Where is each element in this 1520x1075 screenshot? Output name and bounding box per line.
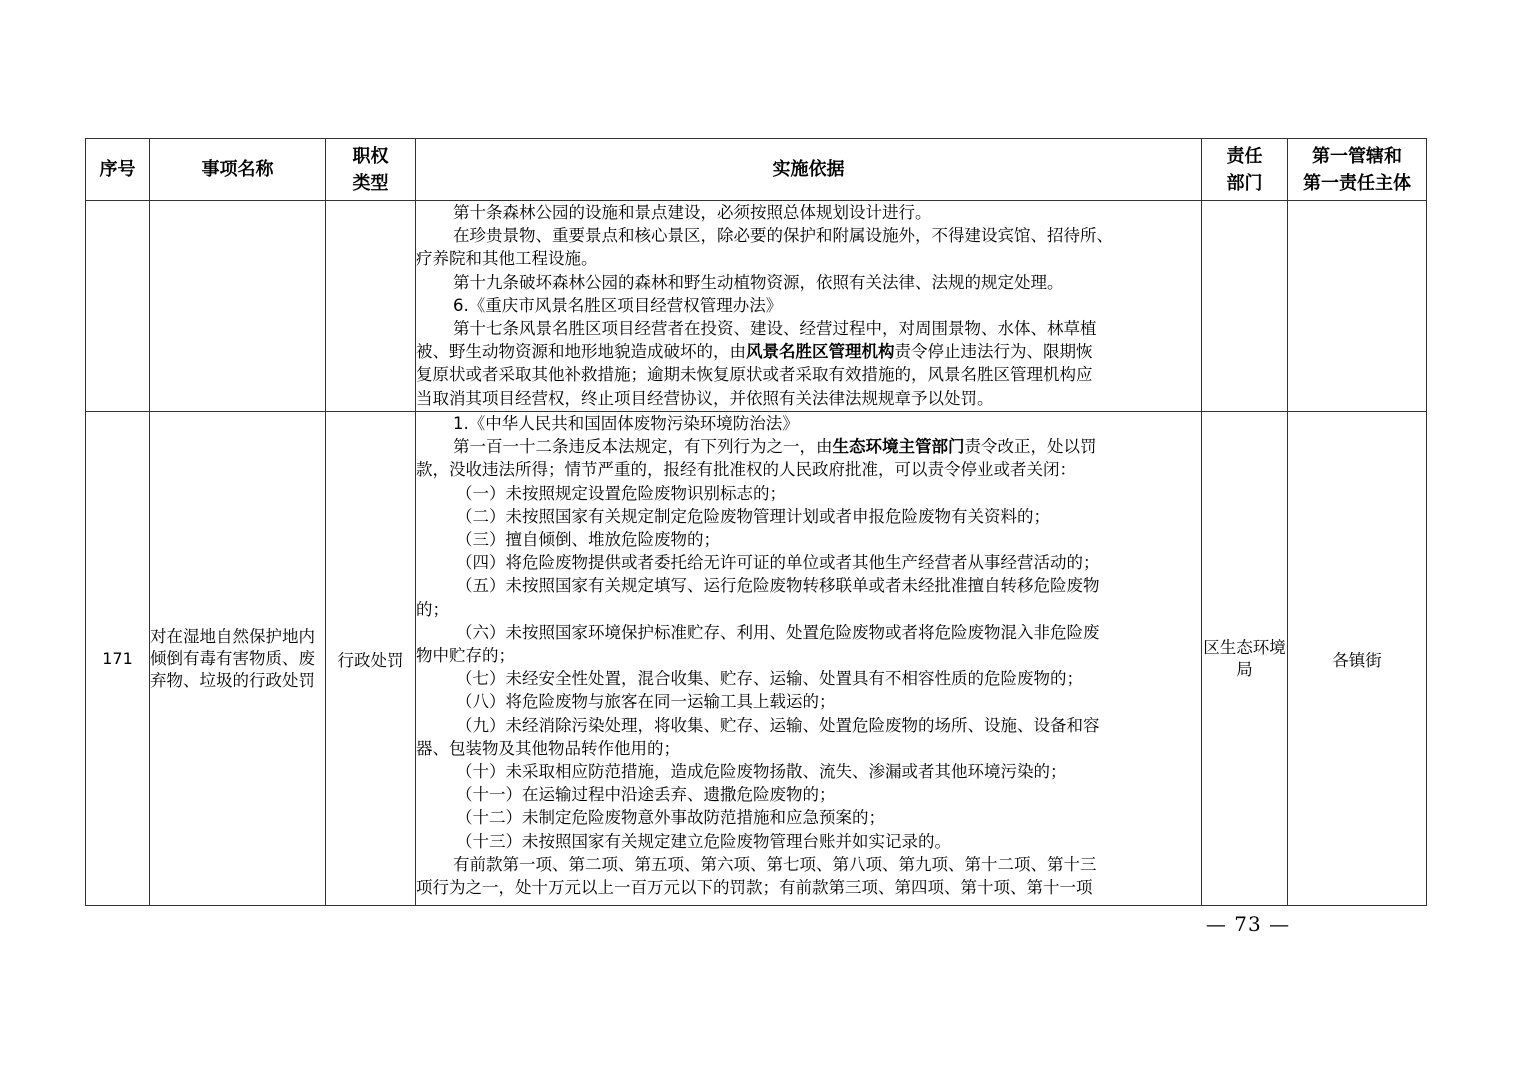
basis-line: 有前款第一项、第二项、第五项、第六项、第七项、第八项、第九项、第十二项、第十三 — [453, 854, 1097, 874]
basis-bold-text: 风景名胜区管理机构 — [746, 342, 895, 362]
header-department — [1202, 139, 1288, 201]
basis-text: 责令改正，处以罚 — [964, 437, 1097, 457]
table-row — [86, 412, 1427, 906]
basis-line: （十二）未制定危险废物意外事故防范措施和应急预案的； — [456, 808, 885, 828]
basis-line: 第十条森林公园的设施和景点建设，必须按照总体规划设计进行。 — [453, 203, 932, 222]
basis-line: 器、包装物及其他物品转作他用的； — [416, 738, 680, 758]
header-item-name: 事项名称 — [150, 139, 326, 201]
header-subject-line2: 第一责任主体 — [1303, 172, 1411, 194]
basis-bold-text: 生态环境主管部门 — [832, 437, 965, 457]
row-seq: 171 — [86, 412, 150, 906]
page-number: — 73 — — [1205, 912, 1291, 936]
header-dept-line1: 责任 — [1226, 145, 1263, 167]
basis-line: 物中贮存的； — [416, 646, 515, 666]
basis-line: （三）擅自倾倒、堆放危险废物的； — [456, 530, 720, 550]
header-subject-line1: 第一管辖和 — [1312, 145, 1402, 167]
basis-line: 款，没收违法所得；情节严重的，报经有批准权的人民政府批准，可以责令停业或者关闭： — [416, 460, 1076, 480]
row-authority-type: 行政处罚 — [326, 412, 416, 906]
table-row — [86, 201, 1427, 412]
row-department: 区生态环境局 — [1202, 412, 1288, 906]
row-responsible-subject: 各镇街 — [1288, 412, 1427, 906]
basis-line: 1.《中华人民共和国固体废物污染环境防治法》 — [453, 414, 799, 433]
authority-table — [85, 138, 1427, 906]
basis-line: （八）将危险废物与旅客在同一运输工具上载运的； — [456, 692, 836, 712]
row1-name-cell — [150, 201, 326, 412]
header-type-line2: 类型 — [352, 172, 389, 194]
row1-type-cell — [326, 201, 416, 412]
basis-line: （十三）未按照国家有关规定建立危险废物管理台账并如实记录的。 — [456, 831, 951, 851]
basis-line: （二）未按照国家有关规定制定危险废物管理计划或者申报危险废物有关资料的； — [456, 506, 1050, 526]
basis-line: 6.《重庆市风景名胜区项目经营权管理办法》 — [453, 295, 783, 315]
basis-line: （一）未按照规定设置危险废物识别标志的； — [456, 483, 786, 503]
row1-basis-cell — [416, 201, 1202, 412]
basis-line: （十一）在运输过程中沿途丢弃、遗撒危险废物的； — [456, 785, 836, 805]
basis-line: （七）未经安全性处置，混合收集、贮存、运输、处置具有不相容性质的危险废物的； — [456, 669, 1083, 689]
basis-line: 疗养院和其他工程设施。 — [416, 249, 598, 269]
row1-seq-cell — [86, 201, 150, 412]
header-basis: 实施依据 — [416, 139, 1202, 201]
basis-line: 项行为之一，处十万元以上一百万元以下的罚款；有前款第三项、第四项、第十项、第十一项 — [416, 878, 1093, 898]
basis-line: 第十九条破坏森林公园的森林和野生动植物资源，依照有关法律、法规的规定处理。 — [453, 272, 1064, 292]
basis-line: （四）将危险废物提供或者委托给无许可证的单位或者其他生产经营者从事经营活动的； — [456, 553, 1100, 573]
header-seq: 序号 — [86, 139, 150, 201]
row1-dept-cell — [1202, 201, 1288, 412]
basis-text: 被、野生动物资源和地形地貌造成破坏的，由 — [416, 342, 746, 362]
header-responsible-subject — [1288, 139, 1427, 201]
header-authority-type — [326, 139, 416, 201]
table-header-row — [86, 139, 1427, 201]
header-dept-line2: 部门 — [1226, 172, 1263, 194]
basis-line: （九）未经消除污染处理，将收集、贮存、运输、处置危险废物的场所、设施、设备和容 — [456, 715, 1100, 735]
row1-subject-cell — [1288, 201, 1427, 412]
basis-text: 责令停止违法行为、限期恢 — [894, 342, 1093, 362]
header-type-line1: 职权 — [352, 145, 389, 167]
basis-line: 在珍贵景物、重要景点和核心景区，除必要的保护和附属设施外，不得建设宾馆、招待所、 — [453, 226, 1113, 246]
basis-line: 的； — [416, 599, 449, 619]
basis-line: 复原状或者采取其他补救措施；逾期未恢复原状或者采取有效措施的，风景名胜区管理机构应 — [416, 365, 1093, 385]
basis-text: 第一百一十二条违反本法规定，有下列行为之一，由 — [453, 437, 833, 457]
basis-line: （十）未采取相应防范措施，造成危险废物扬散、流失、渗漏或者其他环境污染的； — [456, 762, 1067, 782]
basis-line: 当取消其项目经营权，终止项目经营协议，并依照有关法律法规规章予以处罚。 — [416, 388, 994, 408]
basis-line: 第十七条风景名胜区项目经营者在投资、建设、经营过程中，对周围景物、水体、林草植 — [453, 319, 1097, 339]
row2-basis-cell — [416, 412, 1202, 906]
basis-line — [416, 340, 1201, 363]
basis-line: （五）未按照国家有关规定填写、运行危险废物转移联单或者未经批准擅自转移危险废物 — [456, 576, 1100, 596]
row-item-name: 对在湿地自然保护地内倾倒有毒有害物质、废弃物、垃圾的行政处罚 — [150, 412, 326, 906]
basis-line — [416, 435, 1201, 458]
basis-line: （六）未按照国家环境保护标准贮存、利用、处置危险废物或者将危险废物混入非危险废 — [456, 622, 1100, 642]
